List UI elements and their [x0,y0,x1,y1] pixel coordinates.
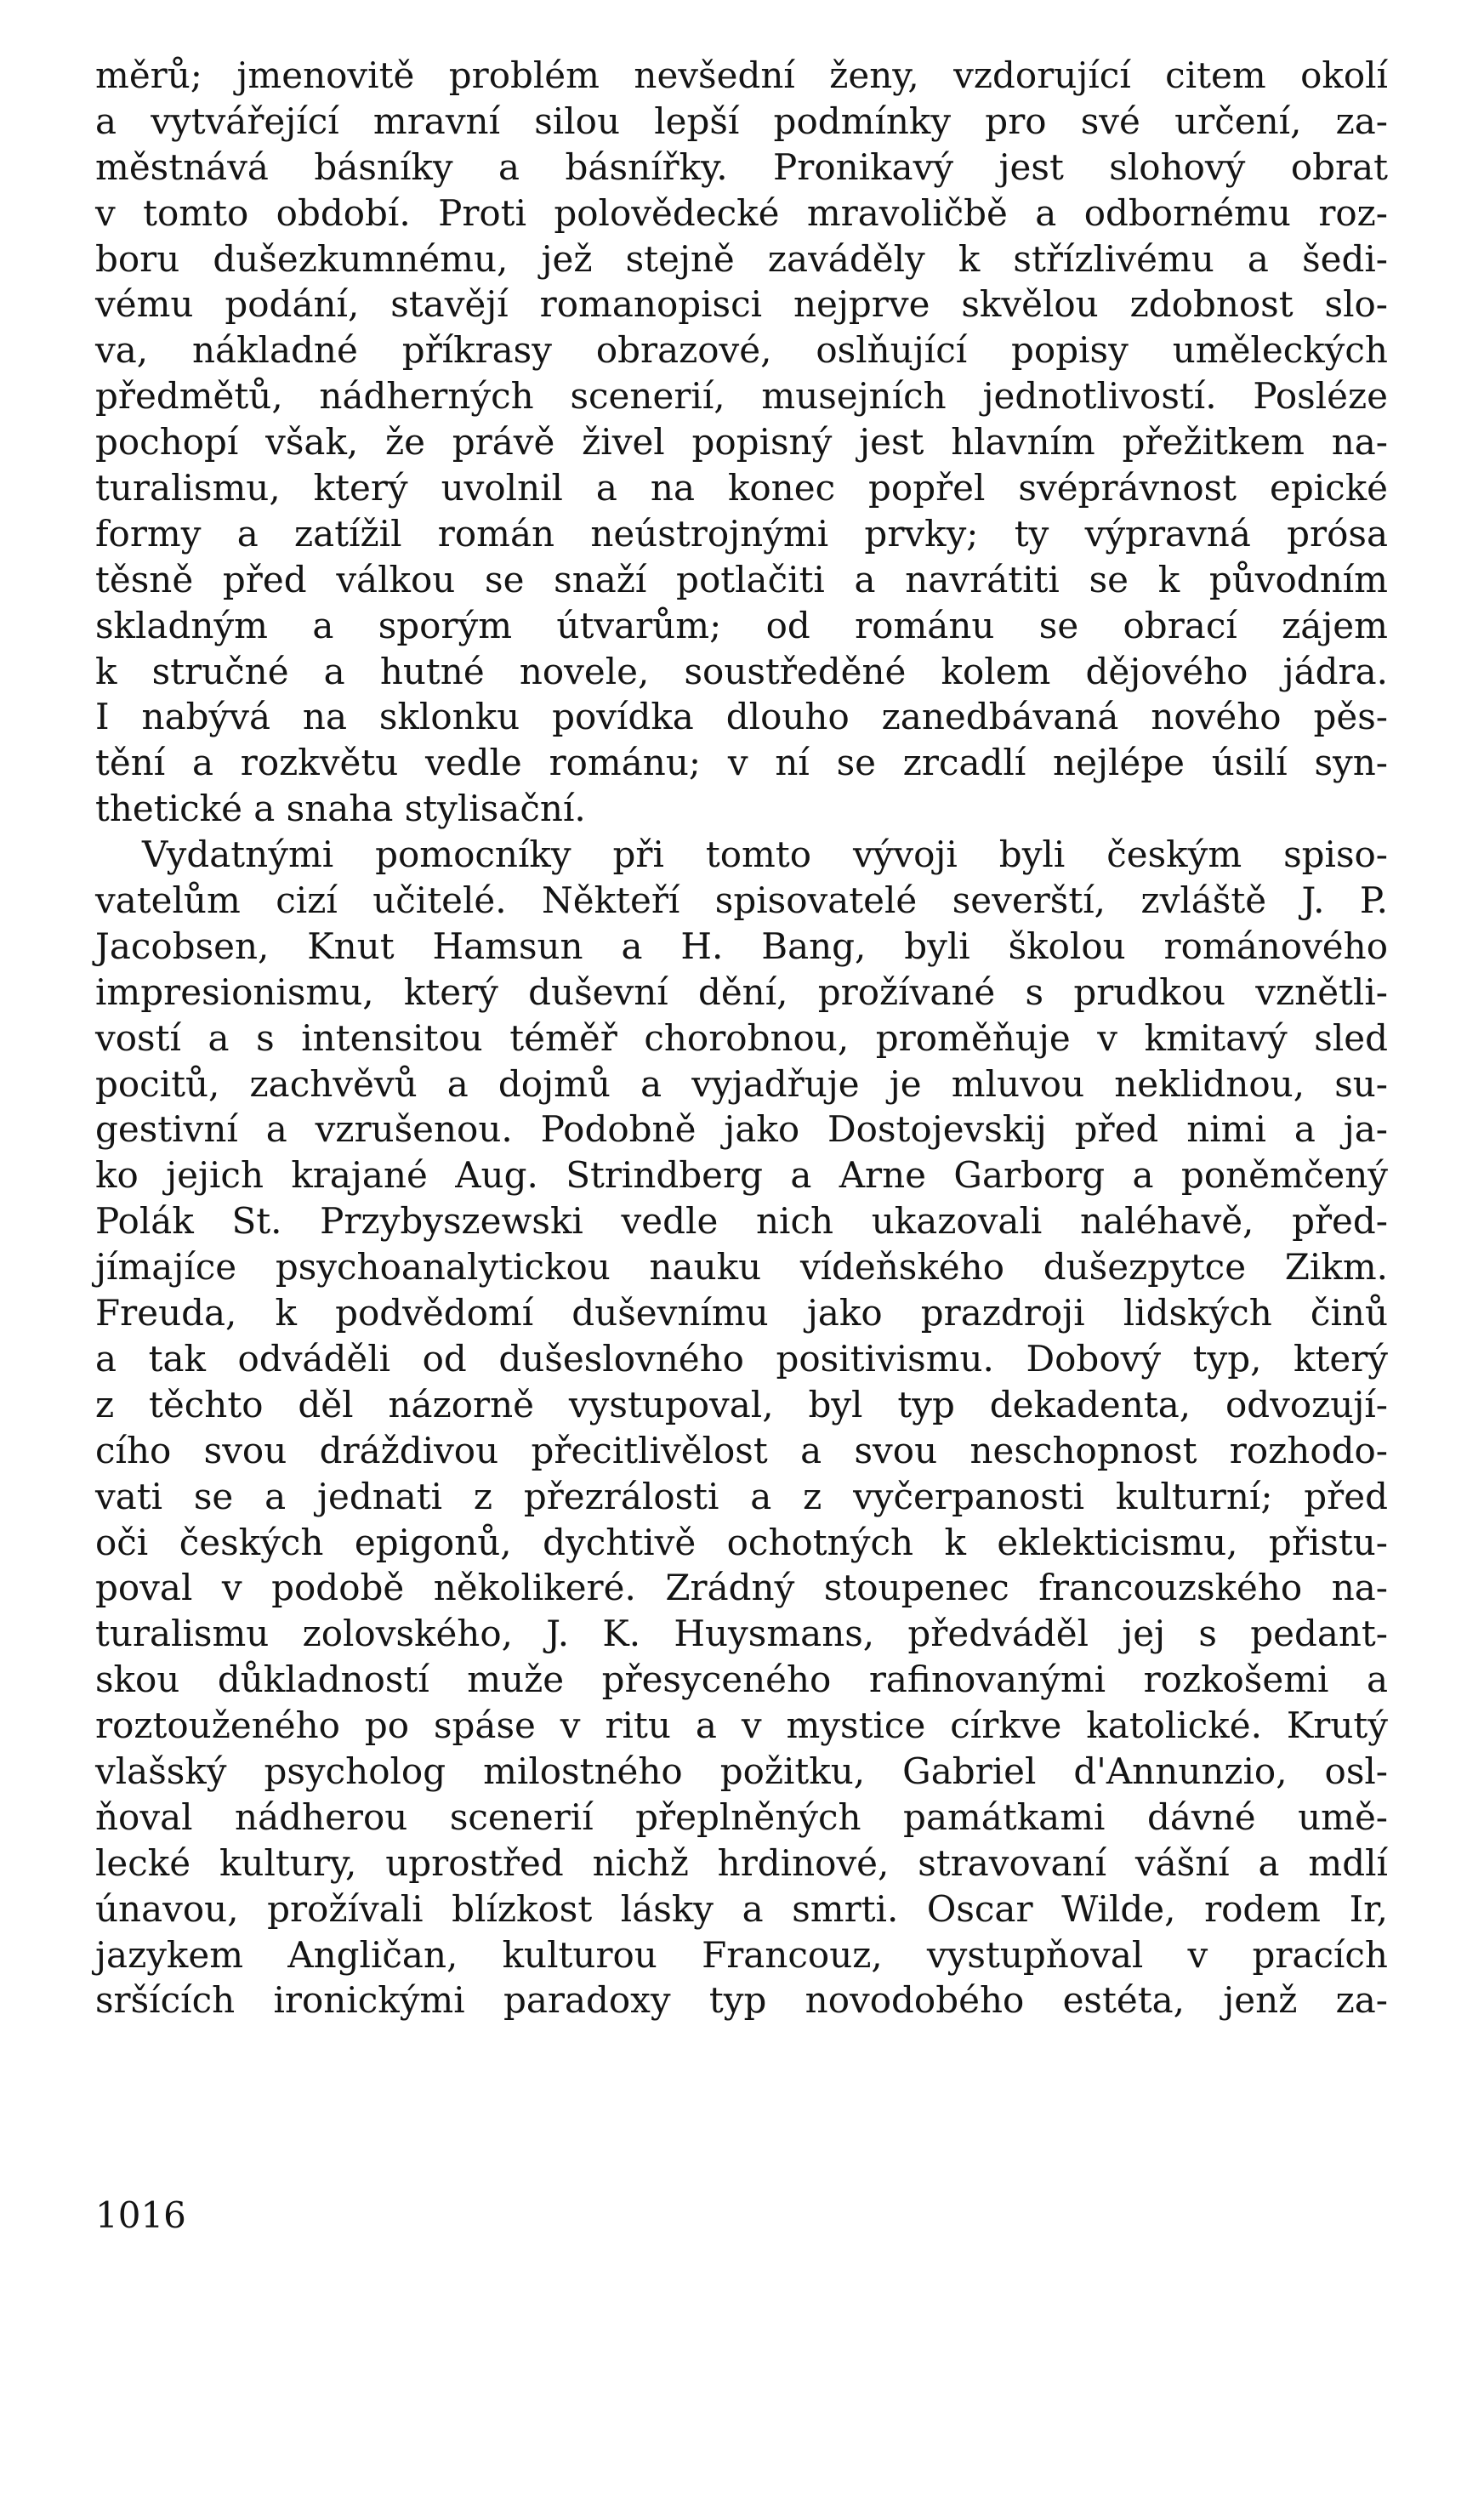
text-line: městnává básníky a básnířky. Pronikavý jest slohový obrat [95,145,1388,188]
text-line: I nabývá na sklonku povídka dlouho zanedbávaná nového pěs- [95,696,1388,738]
text-line: měrů; jmenovitě problém nevšední ženy, vzdorující citem okolí [95,54,1388,96]
text-line: roztouženého po spáse v ritu a v mystice církve katolické. Krutý [95,1704,1388,1747]
text-line: Freuda, k podvědomí duševnímu jako prazdroji lidských činů [95,1292,1388,1334]
text-line: těsně před válkou se snaží potlačiti a navrátiti se k původním [95,558,1388,600]
text-line: Jacobsen, Knut Hamsun a H. Bang, byli školou románového [95,925,1388,967]
text-line: turalismu, který uvolnil a na konec popřel svéprávnost epické [95,467,1388,509]
page-number: 1016 [95,2194,186,2236]
text-line: vati se a jednati z přezrálosti a z vyčerpanosti kulturní; před [95,1475,1388,1517]
text-line: sršících ironickými paradoxy typ novodobého estéta, jenž za- [95,1979,1388,2022]
text-line: lecké kultury, uprostřed nichž hrdinové, stravovaní vášní a mdlí [95,1841,1388,1884]
text-line: a vytvářející mravní silou lepší podmínky pro své určení, za- [95,100,1388,142]
text-line: ňoval nádherou scenerií přeplněných památkami dávné umě- [95,1795,1388,1838]
text-line: jazykem Angličan, kulturou Francouz, vystupňoval v pracích [95,1933,1388,1976]
text-line: k stručné a hutné novele, soustředěné kolem dějového jádra. [95,650,1388,692]
body-text [95,53,1388,2023]
text-line: ko jejich krajané Aug. Strindberg a Arne Garborg a poněmčený [95,1154,1388,1197]
text-line: předmětů, nádherných scenerií, musejních jednotlivostí. Posléze [95,375,1388,418]
text-line: oči českých epigonů, dychtivě ochotných k eklekticismu, přistu- [95,1521,1388,1563]
text-line: únavou, prožívali blízkost lásky a smrti. Oscar Wilde, rodem Ir, [95,1887,1388,1930]
text-line: jímajíce psychoanalytickou nauku vídeňského dušezpytce Zikm. [95,1246,1388,1289]
text-line: skladným a sporým útvarům; od románu se obrací zájem [95,604,1388,646]
text-line: vatelům cizí učitelé. Někteří spisovatelé severští, zvláště J. P. [95,879,1388,922]
text-line: poval v podobě několikeré. Zrádný stoupenec francouzského na- [95,1567,1388,1609]
text-line: va, nákladné příkrasy obrazové, oslňující popisy uměleckých [95,329,1388,372]
text-line: vlašský psycholog milostného požitku, Gabriel d'Annunzio, osl- [95,1750,1388,1792]
text-line: tění a rozkvětu vedle románu; v ní se zrcadlí nejlépe úsilí syn- [95,742,1388,784]
text-line: v tomto období. Proti polovědecké mravoličbě a odbornému roz- [95,191,1388,234]
text-line: thetické a snaha stylisační. [95,788,586,830]
text-line: pocitů, zachvěvů a dojmů a vyjadřuje je mluvou neklidnou, su- [95,1062,1388,1105]
text-line: z těchto děl názorně vystupoval, byl typ dekadenta, odvozují- [95,1383,1388,1425]
text-line: skou důkladností muže přesyceného rafinovanými rozkošemi a [95,1659,1388,1701]
text-line: Polák St. Przybyszewski vedle nich ukazovali naléhavě, před- [95,1200,1388,1243]
text-line: a tak odváděli od dušeslovného positivismu. Dobový typ, který [95,1337,1388,1380]
text-line: Vydatnými pomocníky při tomto vývoji byli českým spiso- [142,834,1388,876]
text-line: gestivní a vzrušenou. Podobně jako Dostojevskij před nimi a ja- [95,1108,1388,1151]
text-line: vostí a s intensitou téměř chorobnou, proměňuje v kmitavý sled [95,1016,1388,1059]
text-line: vému podání, stavějí romanopisci nejprve skvělou zdobnost slo- [95,283,1388,326]
text-line: cího svou dráždivou přecitlivělost a svou neschopnost rozhodo- [95,1429,1388,1471]
text-line: formy a zatížil román neústrojnými prvky; ty výpravná prósa [95,512,1388,555]
text-line: pochopí však, že právě živel popisný jest hlavním přežitkem na- [95,421,1388,464]
text-line: boru dušezkumnému, jež stejně zaváděly k střízlivému a šedi- [95,237,1388,280]
text-line: impresionismu, který duševní dění, prožívané s prudkou vznětli- [95,970,1388,1013]
text-line: turalismu zolovského, J. K. Huysmans, předváděl jej s pedant- [95,1613,1388,1655]
